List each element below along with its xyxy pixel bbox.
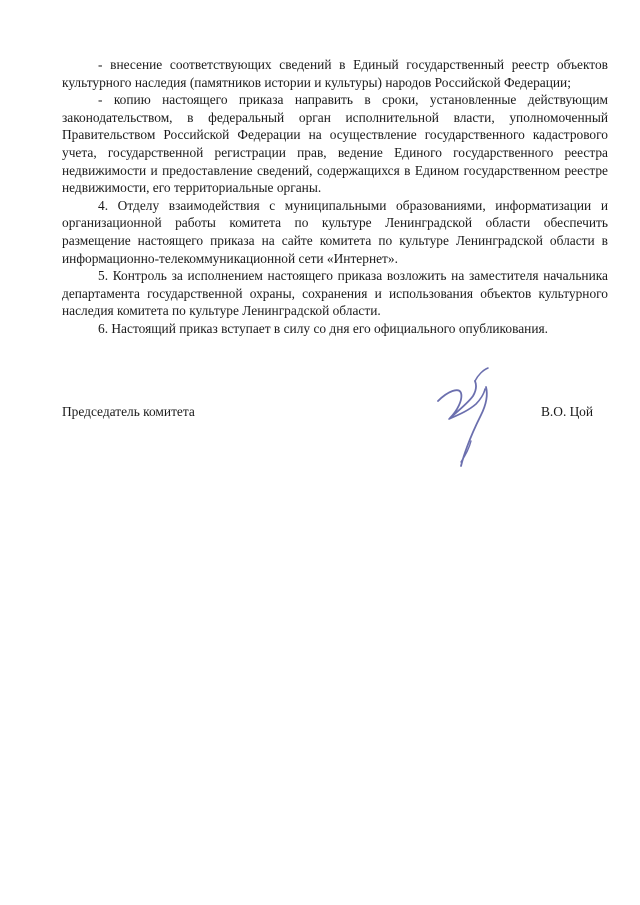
paragraph-copy-order: - копию настоящего приказа направить в сроки, установленные действующим законодательством, в федеральный орган исполнительной власти, уполномоченный Правительством Российской Федерации на осуществление государственного кадастрового учета, государственной регистрации прав, ведение Единого государственного реестра недвижимости и предоставление сведений, содержащихся в Едином государственном реестре недвижимости, его территориальные органы. xyxy=(62,92,608,196)
signer-position: Председатель комитета xyxy=(62,404,195,419)
paragraph-item-6: 6. Настоящий приказ вступает в силу со дня его официального опубликования. xyxy=(98,320,548,336)
paragraph-registry-entry: - внесение соответствующих сведений в Единый государственный реестр объектов культурного наследия (памятников истории и культуры) народов Российской Федерации; xyxy=(62,57,608,90)
handwritten-signature-icon xyxy=(430,365,505,470)
paragraph-item-4: 4. Отделу взаимодействия с муниципальными образованиями, информатизации и организационной работы комитета по культуре Ленинградской области обеспечить размещение настоящего приказа на сайте комитета по культуре Ленинградской области в информационно-телекоммуникационной сети «Интернет». xyxy=(62,197,608,266)
document-body xyxy=(62,56,608,338)
paragraph-item-5: 5. Контроль за исполнением настоящего приказа возложить на заместителя начальника департамента государственной охраны, сохранения и использования объектов культурного наследия комитета по культуре Ленинградской области. xyxy=(62,268,608,319)
signer-name: В.О. Цой xyxy=(541,404,593,419)
signature-row xyxy=(62,403,608,423)
